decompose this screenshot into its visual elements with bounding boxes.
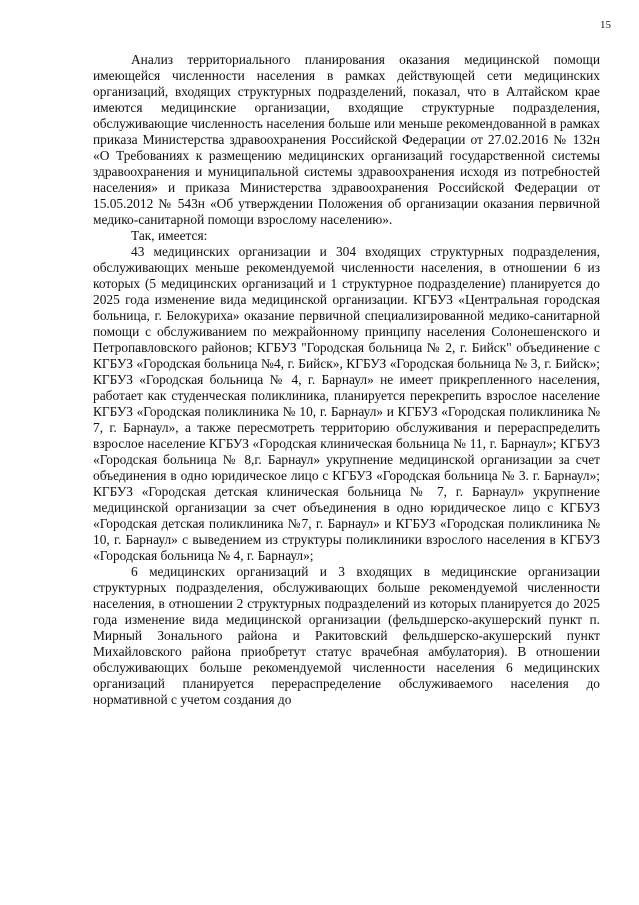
paragraph-below-norm: 43 медицинских организации и 304 входящих структурных подразделения, обслуживающих меньше рекомендуемой численности населения, в отношении 6 из которых (5 медицинских организаций и 1 структурное подразделение) планируется до 2025 года изменение вида медицинской организации. КГБУЗ «Центральная городская больница, г. Белокуриха» оказание первичной специализированной медико-санитарной помощи с обслуживанием по межрайонному принципу населения Солонешенского и Петропавловского районов; КГБУЗ "Городская больница № 2, г. Бийск" объединение с КГБУЗ «Городская больница №4, г. Бийск», КГБУЗ «Городская больница № 3, г. Бийск»; КГБУЗ «Городская больница № 4, г. Барнаул» не имеет прикрепленного населения, работает как студенческая поликлиника, планируется перекрепить взрослое население КГБУЗ «Городская поликлиника № 10, г. Барнаул» и КГБУЗ «Городская поликлиника № 7, г. Барнаул», а также пересмотреть территорию обслуживания и перераспределить взрослое население КГБУЗ «Городская клиническая больница № 11, г. Барнаул»; КГБУЗ «Городская больница № 8,г. Барнаул» укрупнение медицинской организации за счет объединения в одно юридическое лицо с КГБУЗ «Городская больница № 3. г. Барнаул»; КГБУЗ «Городская детская клиническая больница № 7, г. Барнаул» укрупнение медицинской организации за счет объединения в одно юридическое лицо с КГБУЗ «Городская детская поликлиника №7, г. Барнаул» и КГБУЗ «Городская поликлиника № 10, г. Барнаул» с выведением из структуры поликлиники взрослого населения в КГБУЗ «Городская больница № 4, г. Барнаул»;: [93, 244, 600, 563]
body-text: [93, 52, 600, 708]
paragraph-above-norm: 6 медицинских организаций и 3 входящих в медицинские организации структурных подразделения, обслуживающих больше рекомендуемой численности населения, в отношении 2 структурных подразделений из которых планируется до 2025 года изменение вида медицинской организации (фельдшерско-акушерский пункт п. Мирный Зонального района и Ракитовский фельдшерско-акушерский пункт Михайловского района приобретут статус врачебная амбулатория). В отношении обслуживающих больше рекомендуемой численности населения 6 медицинских организаций планируется перераспределение обслуживаемого населения до нормативной с учетом создания до: [93, 564, 600, 707]
paragraph-analysis: Анализ территориального планирования оказания медицинской помощи имеющейся численности населения в рамках действующей сети медицинских организаций, входящих структурных подразделений, показал, что в Алтайском крае имеются медицинские организации, входящие структурные подразделения, обслуживающие численность населения больше или меньше рекомендованной в рамках приказа Министерства здравоохранения Российской Федерации от 27.02.2016 № 132н «О Требованиях к размещению медицинских организаций государственной системы здравоохранения и муниципальной системы здравоохранения исходя из потребностей населения» и приказа Министерства здравоохранения Российской Федерации от 15.05.2012 № 543н «Об утверждении Положения об организации оказания первичной медико-санитарной помощи взрослому населению».: [93, 52, 600, 227]
paragraph-intro: Так, имеется:: [131, 228, 208, 243]
page-number: 15: [600, 19, 611, 31]
